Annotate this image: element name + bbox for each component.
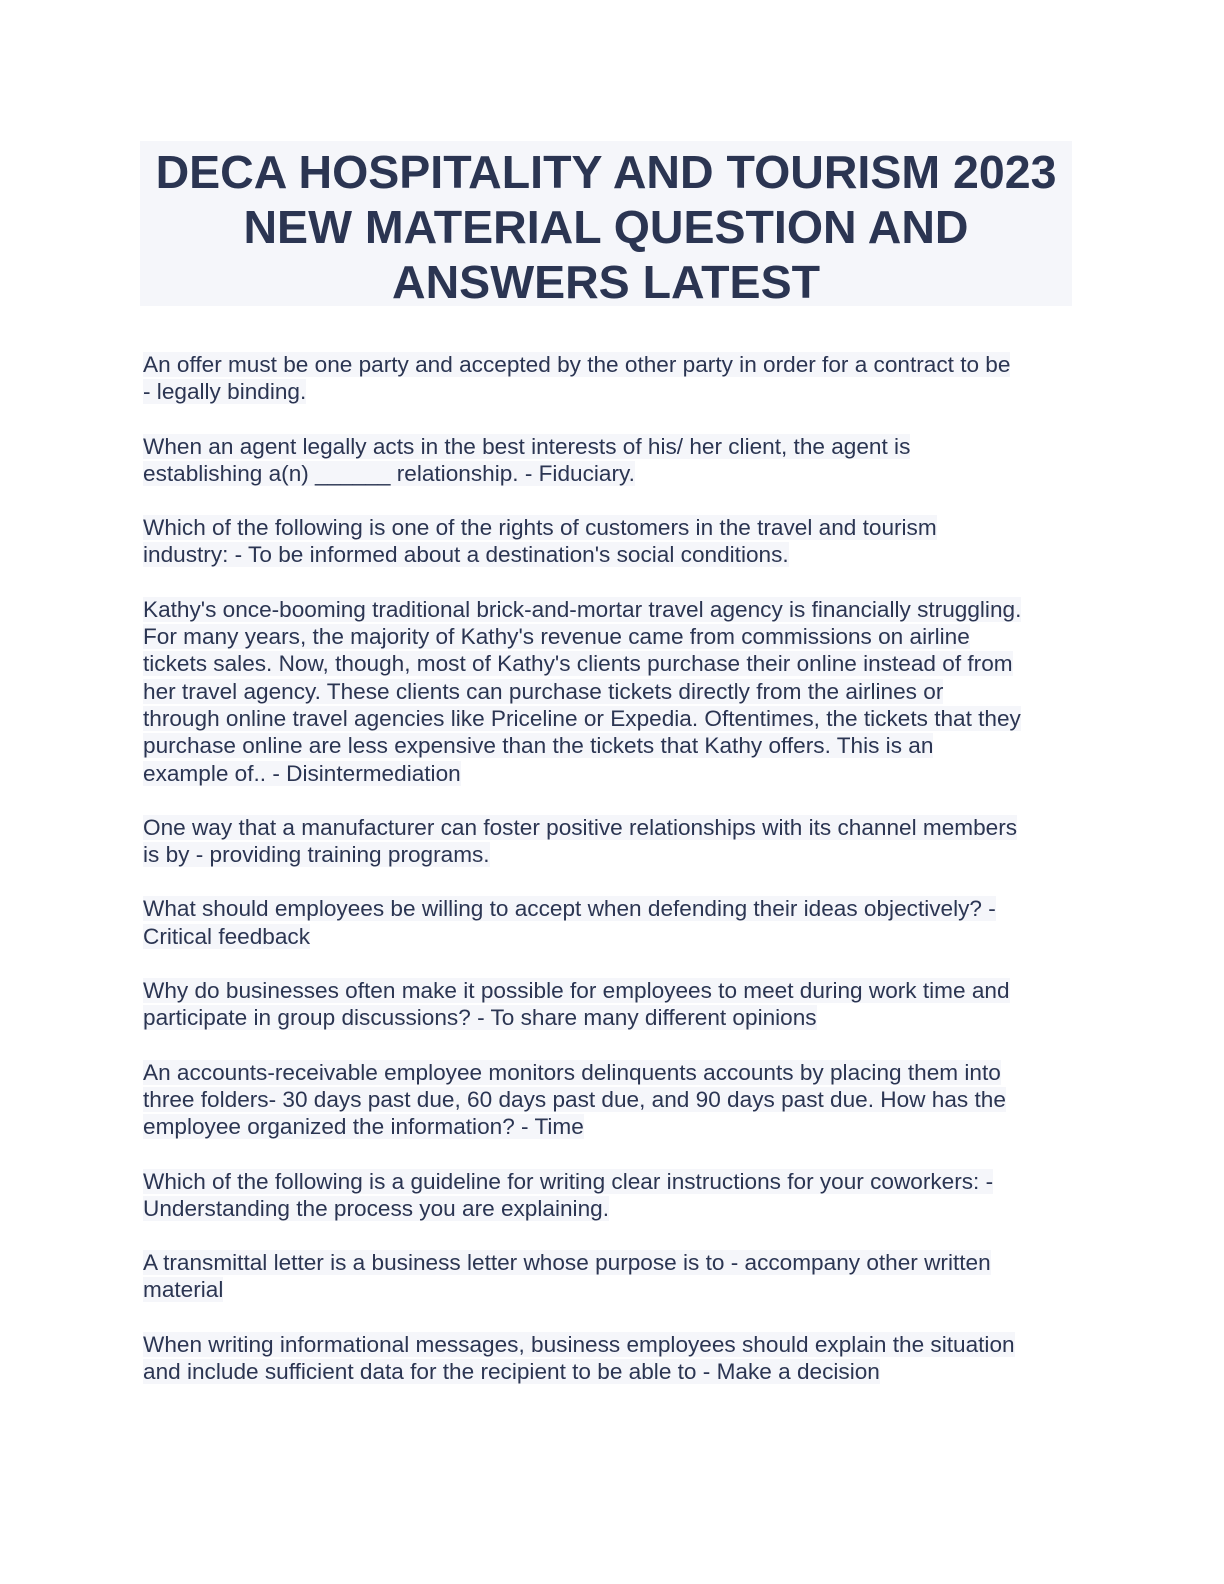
qa-line: purchase online are less expensive than the tickets that Kathy offers. This is an [143,733,934,759]
qa-item-1 [143,351,1078,406]
qa-line: tickets sales. Now, though, most of Kathy's clients purchase their online instead of from [143,651,1013,677]
qa-line: Kathy's once-booming traditional brick-and-mortar travel agency is financially struggling. [143,596,1022,622]
qa-line: - legally binding. [143,379,307,405]
qa-line: employee organized the information? - Time [143,1114,584,1140]
document-title [140,141,1072,306]
qa-line: establishing a(n) ______ relationship. - Fiduciary. [143,460,635,486]
qa-line: When an agent legally acts in the best interests of his/ her client, the agent is [143,433,911,459]
qa-line: participate in group discussions? - To share many different opinions [143,1005,817,1031]
title-line-1: DECA HOSPITALITY AND TOURISM 2023 [155,146,1057,198]
qa-item-8 [143,1059,1078,1141]
qa-line: One way that a manufacturer can foster positive relationships with its channel members [143,814,1018,840]
qa-line: An offer must be one party and accepted by the other party in order for a contract to be [143,352,1011,377]
qa-line: three folders- 30 days past due, 60 days past due, and 90 days past due. How has the [143,1086,1006,1112]
qa-line: When writing informational messages, business employees should explain the situation [143,1331,1015,1357]
qa-item-10 [143,1249,1078,1304]
qa-line: For many years, the majority of Kathy's revenue came from commissions on airline [143,624,970,650]
qa-line: A transmittal letter is a business letter whose purpose is to - accompany other written [143,1250,991,1276]
qa-line: through online travel agencies like Priceline or Expedia. Oftentimes, the tickets that they [143,705,1021,731]
qa-item-9 [143,1168,1078,1223]
qa-line: example of.. - Disintermediation [143,760,461,786]
qa-item-11 [143,1331,1078,1386]
qa-line: is by - providing training programs. [143,842,490,868]
qa-line: her travel agency. These clients can purchase tickets directly from the airlines or [143,678,944,704]
qa-line: Why do businesses often make it possible for employees to meet during work time and [143,978,1010,1004]
qa-line: and include sufficient data for the recipient to be able to - Make a decision [143,1359,880,1385]
qa-line: Which of the following is a guideline for writing clear instructions for your coworkers: - [143,1168,994,1194]
question-answer-list [143,351,1078,1412]
qa-item-6 [143,895,1078,950]
title-line-2: NEW MATERIAL QUESTION AND [243,201,969,253]
qa-line: What should employees be willing to accept when defending their ideas objectively? - [143,896,996,922]
qa-line: Which of the following is one of the rights of customers in the travel and tourism [143,515,937,541]
qa-line: Critical feedback [143,923,311,949]
qa-line: industry: - To be informed about a destination's social conditions. [143,542,789,568]
qa-line: Understanding the process you are explaining. [143,1195,609,1221]
qa-item-5 [143,814,1078,869]
qa-item-4 [143,596,1078,787]
title-line-3: ANSWERS LATEST [392,256,820,308]
qa-item-7 [143,977,1078,1032]
qa-item-3 [143,514,1078,569]
qa-line: An accounts-receivable employee monitors delinquents accounts by placing them into [143,1059,1001,1085]
qa-line: material [143,1277,224,1303]
qa-item-2 [143,433,1078,488]
